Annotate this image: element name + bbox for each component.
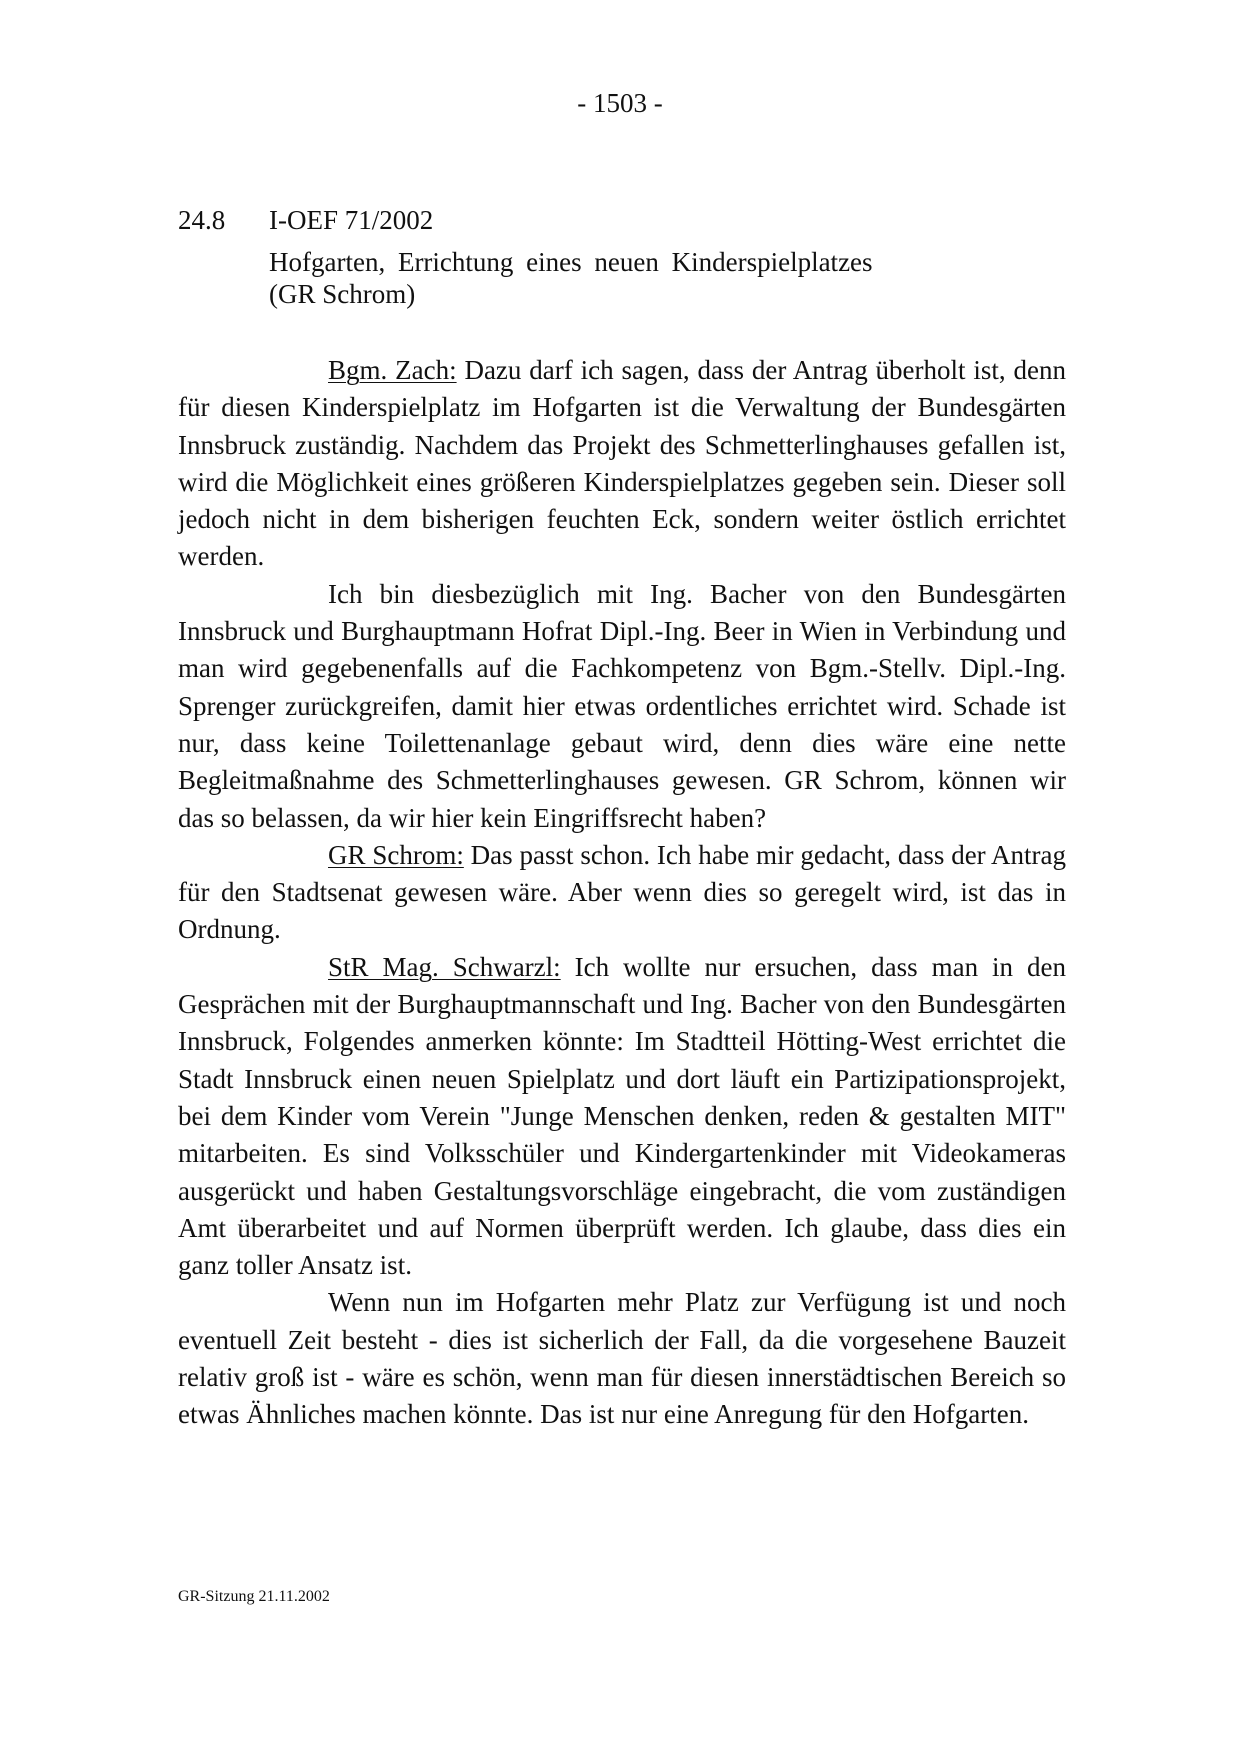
page-footer: GR-Sitzung 21.11.2002 (178, 1588, 330, 1605)
paragraph-text: Ich wollte nur ersuchen, dass man in den Gesprächen mit der Burghauptmannschaft und Ing. Bacher von den Bundesgärten Innsbruck, Folgendes anmerken könnte: Im Stadtteil Hötting-West errichtet die Stadt Innsbruck einen neuen Spielplatz und dort läuft ein Partizipationsprojekt, bei dem Kinder vom Verein "Junge Menschen denken, reden & gestalten MIT" mitarbeiten. Es sind Volksschüler und Kindergartenkinder mit Videokameras ausgerückt und haben Gestaltungsvorschläge eingebracht, die vom zuständigen Amt überarbeitet und auf Normen überprüft werden. Ich glaube, dass dies ein ganz toller Ansatz ist. (178, 951, 1066, 1281)
agenda-code: I-OEF 71/2002 (269, 205, 434, 235)
paragraph-text: Wenn nun im Hofgarten mehr Platz zur Verfügung ist und noch eventuell Zeit besteht - dies ist sicherlich der Fall, da die vorgesehene Bauzeit relativ groß ist - wäre es schön, wenn man für diesen innerstädtischen Bereich so etwas Ähnliches machen könnte. Das ist nur eine Anregung für den Hofgarten. (178, 1287, 1066, 1430)
transcript-body (178, 352, 1066, 1434)
paragraph-text: Dazu darf ich sagen, dass der Antrag überholt ist, denn für diesen Kinderspielplatz im Hofgarten ist die Verwaltung der Bundesgärten Innsbruck zuständig. Nachdem das Projekt des Schmetterlinghauses gefallen ist, wird die Möglichkeit eines größeren Kinderspielplatzes gegeben sein. Dieser soll jedoch nicht in dem bisherigen feuchten Eck, sondern weiter östlich errichtet werden. (178, 355, 1066, 572)
paragraph-text: Das passt schon. Ich habe mir gedacht, dass der Antrag für den Stadtsenat gewesen wäre. Aber wenn dies so geregelt wird, ist das in Ordnung. (178, 839, 1066, 945)
paragraph-bgm-zach-continued (178, 576, 1066, 837)
speaker-label: GR Schrom: (328, 839, 464, 870)
page-number: - 1503 - (577, 88, 663, 118)
speaker-label: StR Mag. Schwarzl: (328, 951, 561, 982)
paragraph-str-schwarzl-continued (178, 1284, 1066, 1433)
paragraph-bgm-zach (178, 352, 1066, 576)
paragraph-str-schwarzl (178, 949, 1066, 1285)
agenda-requester: (GR Schrom) (269, 279, 416, 309)
agenda-details (269, 204, 969, 310)
agenda-number: 24.8 (178, 205, 226, 235)
agenda-title: Hofgarten, Errichtung eines neuen Kinderspielplatzes (269, 247, 873, 277)
paragraph-text: Ich bin diesbezüglich mit Ing. Bacher von den Bundesgärten Innsbruck und Burghauptmann Hofrat Dipl.-Ing. Beer in Wien in Verbindung und man wird gegebenenfalls auf die Fachkompetenz von Bgm.-Stellv. Dipl.-Ing. Sprenger zurückgreifen, damit hier etwas ordentliches errichtet wird. Schade ist nur, dass keine Toilettenanlage gebaut wird, denn dies wäre eine nette Begleitmaßnahme des Schmetterlinghauses gewesen. GR Schrom, können wir das so belassen, da wir hier kein Eingriffsrecht haben? (178, 578, 1066, 833)
paragraph-gr-schrom (178, 837, 1066, 949)
speaker-label: Bgm. Zach: (328, 355, 457, 385)
